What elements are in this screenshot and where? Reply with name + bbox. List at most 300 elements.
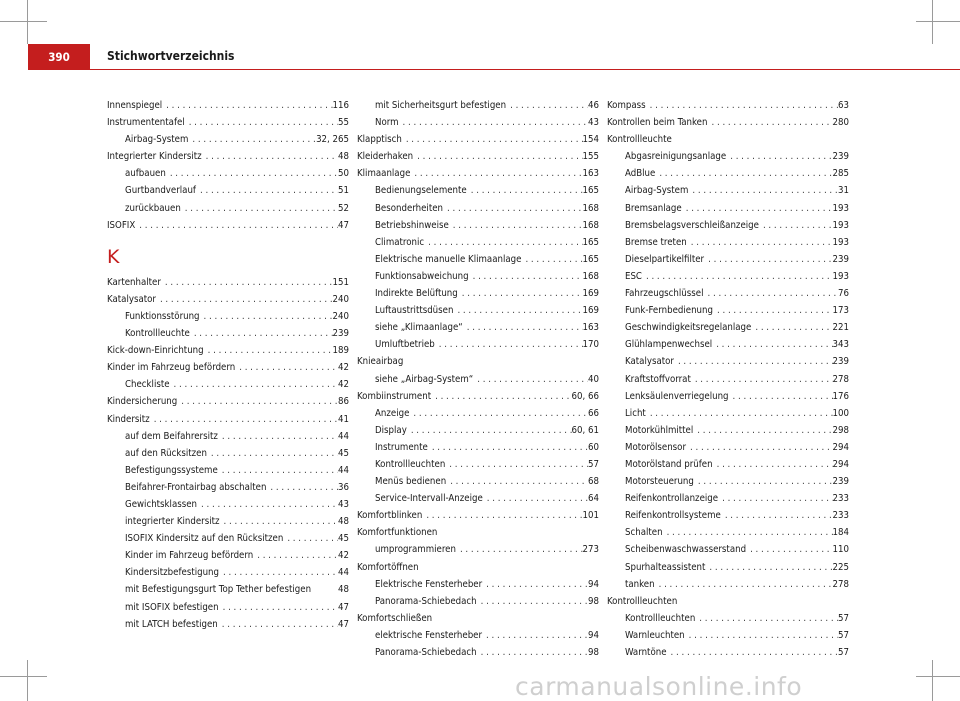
entry-term: Funktionsstörung (125, 310, 200, 322)
entry-term: Dieselpartikelfilter (625, 253, 705, 265)
entry-term: Lenksäulenverriegelung (625, 390, 729, 402)
entry-page: 47 (338, 601, 349, 613)
dot-leader (196, 182, 338, 199)
dot-leader (218, 428, 338, 445)
entry-page: 60 (588, 441, 599, 453)
index-entry (607, 97, 849, 114)
dot-leader (428, 439, 588, 456)
index-subentry (607, 541, 849, 558)
dot-leader (713, 456, 833, 473)
entry-page: 240 (332, 293, 349, 305)
dot-leader (646, 405, 833, 422)
dot-leader (435, 336, 583, 353)
entry-term: Bremsanlage (625, 202, 682, 214)
dot-leader (207, 445, 338, 462)
dot-leader (162, 97, 332, 114)
entry-term: Indirekte Belüftung (375, 288, 458, 300)
index-entry (357, 165, 599, 182)
dot-leader (443, 200, 583, 217)
dot-leader (685, 627, 838, 644)
entry-term: Elektrische Fensterheber (375, 578, 483, 590)
entry-page: 233 (832, 493, 849, 505)
entry-page: 48 (338, 516, 349, 528)
entry-page: 189 (332, 345, 349, 357)
entry-page: 50 (338, 168, 349, 180)
index-subentry (357, 319, 599, 336)
entry-page: 193 (832, 219, 849, 231)
dot-leader (469, 268, 583, 285)
entry-term: tanken (625, 578, 655, 590)
dot-leader (446, 473, 588, 490)
dot-leader (407, 422, 572, 439)
entry-term: Kontrollen beim Tanken (607, 117, 708, 129)
index-entry (357, 131, 599, 148)
index-subentry (107, 530, 349, 547)
entry-term: Motorölsensor (625, 441, 687, 453)
index-subentry (107, 462, 349, 479)
dot-leader (235, 359, 338, 376)
index-column-2 (357, 97, 599, 661)
dot-leader (483, 490, 588, 507)
entry-page: 168 (582, 270, 599, 282)
entry-term: ISOFIX Kindersitz auf den Rücksitzen (125, 533, 284, 545)
entry-page: 51 (338, 185, 349, 197)
entry-term: Schalten (625, 527, 663, 539)
entry-term: Kinder im Fahrzeug befördern (107, 362, 236, 374)
entry-term: Climatronic (375, 236, 425, 248)
index-subentry (357, 439, 599, 456)
entry-term: Scheibenwaschwasserstand (625, 544, 747, 556)
entry-page: 63 (838, 100, 849, 111)
entry-term: Funktionsabweichung (375, 270, 469, 282)
entry-term: Panorama-Schiebedach (375, 595, 477, 607)
index-subentry (107, 616, 349, 633)
index-subentry (107, 428, 349, 445)
entry-page: 64 (588, 493, 599, 505)
entry-page: 233 (832, 510, 849, 522)
entry-term: Kontrollleuchte (607, 134, 672, 146)
entry-term: Warntöne (625, 647, 667, 658)
entry-term: Kindersicherung (107, 396, 178, 408)
entry-page: 155 (582, 151, 599, 163)
entry-page: 46 (588, 100, 599, 111)
index-entry (607, 131, 849, 148)
dot-leader (166, 165, 338, 182)
entry-page: 278 (832, 578, 849, 590)
entry-term: Besonderheiten (375, 202, 443, 214)
index-subentry (357, 405, 599, 422)
index-subentry (607, 507, 849, 524)
entry-term: integrierter Kindersitz (125, 516, 220, 528)
index-entry (357, 388, 599, 405)
index-subentry (107, 581, 349, 598)
index-subentry (607, 217, 849, 234)
index-subentry (357, 490, 599, 507)
index-entry (107, 393, 349, 410)
crop-mark-tr-v (932, 0, 933, 44)
entry-page: 48 (338, 151, 349, 163)
dot-leader (687, 234, 833, 251)
dot-leader (463, 319, 583, 336)
dot-leader (477, 644, 588, 661)
entry-page: 165 (582, 253, 599, 265)
index-subentry (607, 200, 849, 217)
entry-page: 41 (338, 413, 349, 425)
index-subentry (107, 547, 349, 564)
dot-leader (197, 496, 338, 513)
entry-term: mit ISOFIX befestigen (125, 601, 219, 613)
index-subentry (607, 439, 849, 456)
index-subentry (607, 302, 849, 319)
entry-page: 42 (338, 362, 349, 374)
entry-term: Integrierter Kindersitz (107, 151, 202, 163)
index-subentry (357, 541, 599, 558)
dot-leader (759, 217, 833, 234)
index-subentry (107, 325, 349, 342)
dot-leader (667, 644, 839, 661)
index-subentry (607, 234, 849, 251)
entry-page: 42 (338, 379, 349, 391)
index-entry (107, 359, 349, 376)
entry-page: 44 (338, 430, 349, 442)
dot-leader (449, 217, 583, 234)
entry-term: Motorkühlmittel (625, 424, 694, 436)
dot-leader (686, 439, 833, 456)
entry-page: 173 (832, 305, 849, 317)
entry-term: Komfortschließen (357, 612, 433, 624)
index-subentry (607, 473, 849, 490)
entry-page: 57 (838, 647, 849, 658)
dot-leader (691, 371, 833, 388)
entry-term: Komfortblinken (357, 510, 423, 522)
index-subentry (107, 513, 349, 530)
index-subentry (107, 182, 349, 199)
index-entry (107, 411, 349, 428)
index-subentry (357, 627, 599, 644)
index-entry (607, 593, 849, 610)
index-subentry (107, 165, 349, 182)
index-subentry (357, 234, 599, 251)
entry-page: 48 (338, 584, 349, 596)
index-entry (357, 559, 599, 576)
entry-page: 239 (332, 328, 349, 340)
index-subentry (107, 479, 349, 496)
entry-term: Kindersitzbefestigung (125, 567, 219, 579)
index-subentry (607, 559, 849, 576)
entry-page: 294 (832, 458, 849, 470)
entry-term: Motorsteuerung (625, 476, 694, 488)
entry-page: 55 (338, 117, 349, 129)
index-subentry (607, 268, 849, 285)
entry-page: 94 (588, 629, 599, 641)
entry-term: Kontrollleuchte (125, 328, 190, 340)
entry-term: Instrumententafel (107, 117, 185, 129)
entry-term: Display (375, 424, 407, 436)
entry-term: Kombiinstrument (357, 390, 432, 402)
entry-term: Katalysator (107, 293, 156, 305)
entry-term: Kontrollleuchten (625, 612, 696, 624)
entry-term: Gewichtsklassen (125, 498, 198, 510)
entry-page: 43 (588, 117, 599, 129)
entry-page: 184 (832, 527, 849, 539)
crop-mark-bl-v (27, 660, 28, 701)
entry-page: 47 (338, 618, 349, 630)
entry-term: mit LATCH befestigen (125, 618, 218, 630)
entry-term: Panorama-Schiebedach (375, 647, 477, 658)
index-entry (107, 274, 349, 291)
dot-leader (703, 285, 838, 302)
entry-page: 76 (838, 288, 849, 300)
dot-leader (177, 393, 338, 410)
dot-leader (694, 473, 833, 490)
entry-page: 66 (588, 407, 599, 419)
entry-term: mit Befestigungsgurt Top Tether befestigen (125, 584, 312, 596)
dot-leader (266, 479, 338, 496)
entry-page: 239 (832, 476, 849, 488)
entry-page: 165 (582, 185, 599, 197)
index-subentry (357, 371, 599, 388)
dot-leader (705, 559, 832, 576)
entry-term: Spurhalteassistent (625, 561, 706, 573)
entry-term: Elektrische manuelle Klimaanlage (375, 253, 522, 265)
entry-term: auf den Rücksitzen (125, 447, 207, 459)
entry-term: Umluftbetrieb (375, 339, 435, 351)
entry-page: 225 (832, 561, 849, 573)
index-entry (107, 342, 349, 359)
dot-leader (688, 182, 838, 199)
entry-term: Bremsbelagsverschleißanzeige (625, 219, 759, 231)
entry-term: Abgasreinigungsanlage (625, 151, 727, 163)
entry-term: Kleiderhaken (357, 151, 414, 163)
index-subentry (107, 496, 349, 513)
index-subentry (357, 251, 599, 268)
dot-leader (181, 200, 338, 217)
entry-term: Luftaustrittsdüsen (375, 305, 454, 317)
dot-leader (458, 285, 583, 302)
entry-term: siehe „Airbag-System“ (375, 373, 474, 385)
dot-leader (682, 200, 833, 217)
dot-leader (409, 405, 588, 422)
entry-term: Innenspiegel (107, 100, 163, 111)
entry-term: Norm (375, 117, 399, 129)
page-number-tab (28, 44, 90, 70)
index-subentry (357, 268, 599, 285)
index-subentry (357, 593, 599, 610)
entry-term: Service-Intervall-Anzeige (375, 493, 483, 505)
entry-page: 239 (832, 253, 849, 265)
crop-mark-tl-h (0, 21, 47, 22)
entry-page: 45 (338, 533, 349, 545)
index-subentry (107, 308, 349, 325)
entry-term: ESC (625, 270, 642, 282)
page-title: Stichwortverzeichnis (107, 49, 235, 63)
crop-mark-tr-h (916, 21, 960, 22)
index-subentry (357, 302, 599, 319)
dot-leader (729, 388, 833, 405)
dot-leader (646, 97, 838, 114)
index-subentry (607, 456, 849, 473)
dot-leader (718, 490, 832, 507)
index-subentry (357, 182, 599, 199)
dot-leader (202, 148, 338, 165)
entry-term: Kontrollleuchten (375, 458, 446, 470)
dot-leader (642, 268, 833, 285)
entry-page: 32, 265 (316, 134, 349, 146)
dot-leader (219, 564, 338, 581)
index-subentry (357, 217, 599, 234)
entry-term: siehe „Klimaanlage“ (375, 322, 463, 334)
entry-term: Bremse treten (625, 236, 687, 248)
index-subentry (357, 114, 599, 131)
section-letter: K (107, 245, 120, 268)
entry-term: Kick-down-Einrichtung (107, 345, 204, 357)
entry-term: Reifenkontrollsysteme (625, 510, 721, 522)
dot-leader (219, 599, 338, 616)
dot-leader (726, 148, 832, 165)
dot-leader (220, 513, 339, 530)
entry-term: Kartenhalter (107, 276, 161, 288)
dot-leader (204, 342, 333, 359)
entry-page: 343 (832, 339, 849, 351)
entry-term: Kompass (607, 100, 646, 111)
entry-page: 60, 61 (571, 424, 599, 436)
index-subentry (357, 97, 599, 114)
index-subentry (607, 388, 849, 405)
index-entry (107, 291, 349, 308)
dot-leader (655, 576, 833, 593)
index-subentry (607, 371, 849, 388)
entry-term: Kinder im Fahrzeug befördern (125, 550, 254, 562)
entry-page: 221 (832, 322, 849, 334)
watermark: carmanualsonline.info (515, 672, 803, 701)
entry-term: Instrumente (375, 441, 428, 453)
dot-leader (402, 131, 583, 148)
dot-leader (161, 274, 333, 291)
entry-term: Kraftstoffvorrat (625, 373, 691, 385)
entry-page: 285 (832, 168, 849, 180)
index-subentry (107, 599, 349, 616)
entry-term: Komfortfunktionen (357, 527, 438, 539)
dot-leader (218, 616, 338, 633)
entry-page: 151 (332, 276, 349, 288)
entry-page: 168 (582, 202, 599, 214)
dot-leader (477, 593, 588, 610)
index-subentry (107, 200, 349, 217)
entry-page: 42 (338, 550, 349, 562)
entry-term: Airbag-System (625, 185, 689, 197)
index-entry (107, 217, 349, 234)
entry-page: 98 (588, 647, 599, 658)
entry-term: auf dem Beifahrersitz (125, 430, 218, 442)
index-column-1 (107, 97, 349, 633)
entry-term: Reifenkontrollanzeige (625, 493, 719, 505)
index-subentry (607, 644, 849, 661)
dot-leader (751, 319, 832, 336)
index-entry (107, 148, 349, 165)
entry-term: zurückbauen (125, 202, 181, 214)
entry-page: 193 (832, 236, 849, 248)
entry-page: 240 (332, 310, 349, 322)
dot-leader (712, 336, 832, 353)
dot-leader (413, 148, 582, 165)
dot-leader (283, 530, 338, 547)
dot-leader (655, 165, 832, 182)
entry-page: 280 (832, 117, 849, 129)
entry-term: Checkliste (125, 379, 170, 391)
index-entry (607, 114, 849, 131)
entry-term: Funk-Fernbedienung (625, 305, 713, 317)
dot-leader (456, 541, 583, 558)
entry-term: Bedienungselemente (375, 185, 467, 197)
index-subentry (107, 376, 349, 393)
entry-page: 57 (838, 612, 849, 624)
entry-term: Komfortöffnen (357, 561, 419, 573)
entry-term: mit Sicherheitsgurt befestigen (375, 100, 507, 111)
entry-page: 31 (838, 185, 849, 197)
dot-leader (467, 182, 583, 199)
dot-leader (410, 165, 582, 182)
entry-page: 154 (582, 134, 599, 146)
index-entry (357, 507, 599, 524)
entry-term: Gurtbandverlauf (125, 185, 196, 197)
entry-page: 44 (338, 567, 349, 579)
dot-leader (713, 302, 833, 319)
entry-page: 57 (838, 629, 849, 641)
index-subentry (107, 445, 349, 462)
index-subentry (607, 576, 849, 593)
entry-page: 86 (338, 396, 349, 408)
entry-term: Fahrzeugschlüssel (625, 288, 704, 300)
index-column-3 (607, 97, 849, 661)
index-entry (357, 353, 599, 370)
entry-page: 101 (582, 510, 599, 522)
entry-page: 44 (338, 464, 349, 476)
entry-page: 60, 66 (571, 390, 599, 402)
entry-page: 169 (582, 305, 599, 317)
entry-page: 273 (582, 544, 599, 556)
dot-leader (721, 507, 833, 524)
index-subentry (607, 251, 849, 268)
entry-term: Beifahrer-Frontairbag abschalten (125, 481, 267, 493)
index-subentry (607, 148, 849, 165)
dot-leader (150, 411, 338, 428)
entry-page: 170 (582, 339, 599, 351)
index-entry (107, 114, 349, 131)
dot-leader (482, 627, 588, 644)
entry-term: AdBlue (625, 168, 656, 180)
entry-page: 163 (582, 168, 599, 180)
dot-leader (156, 291, 333, 308)
index-subentry (607, 336, 849, 353)
entry-page: 68 (588, 476, 599, 488)
dot-leader (188, 131, 316, 148)
entry-term: Anzeige (375, 407, 410, 419)
entry-page: 45 (338, 447, 349, 459)
crop-mark-br-v (932, 660, 933, 701)
entry-page: 57 (588, 458, 599, 470)
entry-page: 176 (832, 390, 849, 402)
entry-term: Menüs bedienen (375, 476, 447, 488)
dot-leader (695, 610, 838, 627)
dot-leader (663, 524, 833, 541)
dot-leader (674, 353, 833, 370)
entry-term: Kontrollleuchten (607, 595, 678, 607)
index-entry (357, 610, 599, 627)
entry-term: elektrische Fensterheber (375, 629, 483, 641)
entry-term: Betriebshinweise (375, 219, 449, 231)
dot-leader (707, 114, 832, 131)
index-subentry (357, 644, 599, 661)
